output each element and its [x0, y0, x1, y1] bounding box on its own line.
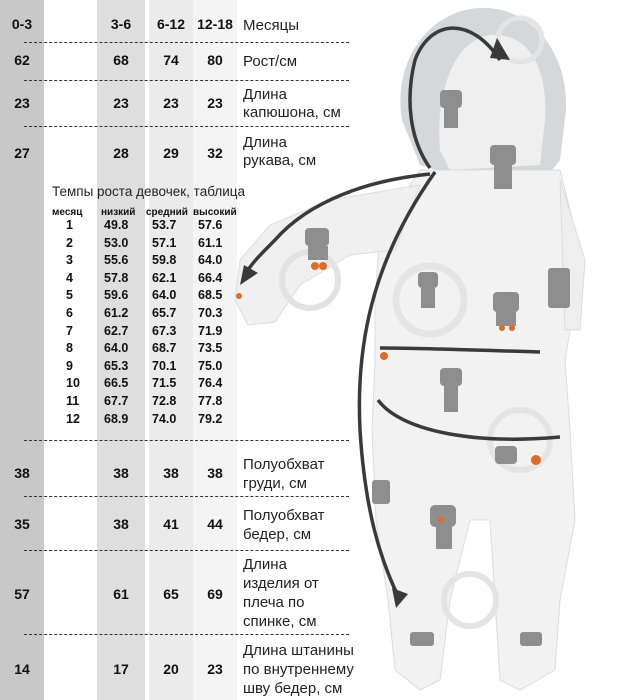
- header-cell-6-12: 6-12: [156, 16, 186, 32]
- hips-cell-2: 38: [113, 516, 129, 532]
- hood-cell-2: 23: [113, 95, 129, 111]
- length-cell-1: 57: [14, 586, 30, 602]
- growth-mid: 62.1: [152, 270, 177, 285]
- sleeve-label-line1: Длина: [243, 134, 287, 151]
- inseam-label-line2: по внутреннему: [243, 661, 354, 678]
- growth-month: 9: [66, 358, 73, 373]
- height-label: Рост/см: [243, 53, 298, 70]
- sleeve-cell-3: 29: [163, 145, 179, 161]
- growth-high: 57.6: [198, 218, 223, 232]
- height-cell-3: 74: [163, 52, 179, 68]
- height-cell-1: 62: [14, 52, 30, 68]
- length-cell-2: 61: [113, 586, 129, 602]
- growth-high: 61.1: [198, 235, 223, 250]
- growth-mid: 72.8: [152, 394, 177, 408]
- growth-month: 2: [66, 235, 73, 250]
- hood-label-line2: капюшона, см: [243, 104, 341, 121]
- header-cell-3-6: 3-6: [110, 16, 132, 32]
- growth-mid: 71.5: [152, 376, 177, 391]
- growth-col-month: месяц: [52, 207, 83, 218]
- growth-high: 64.0: [198, 253, 223, 268]
- length-label-line3: плеча по: [243, 594, 305, 611]
- growth-month: 4: [66, 270, 73, 285]
- growth-month: 7: [66, 323, 73, 338]
- growth-mid: 57.1: [152, 235, 177, 250]
- height-cell-2: 68: [113, 52, 129, 68]
- growth-mid: 67.3: [152, 323, 177, 338]
- growth-col-mid: средний: [146, 207, 188, 218]
- row-divider: [24, 42, 349, 43]
- growth-low: 59.6: [104, 288, 129, 303]
- chest-label-line1: Полуобхват: [243, 456, 325, 473]
- growth-low: 49.8: [104, 218, 129, 232]
- growth-month: 11: [66, 394, 80, 408]
- growth-month: 1: [66, 218, 73, 232]
- growth-mid: 65.7: [152, 306, 177, 320]
- growth-month: 8: [66, 341, 73, 356]
- inseam-label-line1: Длина штанины: [243, 642, 354, 659]
- growth-low: 64.0: [104, 341, 129, 356]
- hood-cell-1: 23: [14, 95, 30, 111]
- chest-label-line2: груди, см: [243, 475, 307, 492]
- header-cell-0-3: 0-3: [11, 16, 33, 32]
- row-divider: [24, 80, 349, 81]
- row-divider: [24, 634, 349, 635]
- growth-high: 71.9: [198, 323, 223, 338]
- growth-month: 3: [66, 253, 73, 268]
- growth-low: 68.9: [104, 411, 129, 426]
- hips-cell-4: 44: [207, 516, 223, 532]
- length-label-line4: спинке, см: [243, 613, 317, 630]
- chest-cell-4: 38: [207, 465, 223, 481]
- growth-low: 62.7: [104, 323, 129, 338]
- growth-low: 61.2: [104, 306, 129, 320]
- growth-mid: 70.1: [152, 358, 177, 373]
- hood-label-line1: Длина: [243, 86, 287, 103]
- inseam-cell-2: 17: [113, 661, 129, 677]
- row-divider: [24, 550, 349, 551]
- growth-high: 70.3: [198, 306, 223, 320]
- inseam-cell-1: 14: [14, 661, 30, 677]
- hood-cell-3: 23: [163, 95, 179, 111]
- hips-cell-1: 35: [14, 516, 30, 532]
- growth-mid: 64.0: [152, 288, 177, 303]
- growth-month: 6: [66, 306, 73, 320]
- growth-low: 55.6: [104, 253, 129, 268]
- chest-cell-2: 38: [113, 465, 129, 481]
- header-cell-12-18: 12-18: [197, 16, 233, 32]
- growth-low: 66.5: [104, 376, 129, 391]
- growth-month: 10: [66, 376, 80, 391]
- growth-table-title: Темпы роста девочек, таблица: [52, 184, 245, 199]
- sleeve-label-line2: рукава, см: [243, 152, 317, 169]
- growth-mid: 59.8: [152, 253, 177, 268]
- header-label: Месяцы: [243, 17, 300, 34]
- growth-mid: 53.7: [152, 218, 177, 232]
- length-label-line2: изделия от: [243, 575, 319, 592]
- growth-col-low: низкий: [101, 207, 136, 218]
- hips-cell-3: 41: [163, 516, 179, 532]
- hips-label-line2: бедер, см: [243, 526, 312, 543]
- height-cell-4: 80: [207, 52, 223, 68]
- growth-low: 67.7: [104, 394, 129, 408]
- length-cell-3: 65: [163, 586, 179, 602]
- length-cell-4: 69: [207, 586, 223, 602]
- length-label-line1: Длина: [243, 556, 287, 573]
- growth-low: 53.0: [104, 235, 129, 250]
- growth-high: 77.8: [198, 394, 223, 408]
- growth-mid: 74.0: [152, 411, 177, 426]
- row-divider: [24, 126, 349, 127]
- growth-mid: 68.7: [152, 341, 177, 356]
- row-divider: [24, 496, 349, 497]
- inseam-cell-3: 20: [163, 661, 179, 677]
- sleeve-cell-4: 32: [207, 145, 223, 161]
- growth-col-high: высокий: [193, 207, 237, 218]
- row-divider: [24, 440, 349, 441]
- growth-month: 5: [66, 288, 73, 303]
- growth-high: 73.5: [198, 341, 223, 356]
- hood-cell-4: 23: [207, 95, 223, 111]
- hips-label-line1: Полуобхват: [243, 507, 325, 524]
- growth-high: 66.4: [198, 270, 223, 285]
- chest-cell-1: 38: [14, 465, 30, 481]
- growth-high: 79.2: [198, 411, 223, 426]
- inseam-cell-4: 23: [207, 661, 223, 677]
- growth-high: 76.4: [198, 376, 223, 391]
- growth-month: 12: [66, 411, 80, 426]
- growth-low: 57.8: [104, 270, 129, 285]
- growth-high: 75.0: [198, 358, 223, 373]
- chest-cell-3: 38: [163, 465, 179, 481]
- sleeve-cell-2: 28: [113, 145, 129, 161]
- sleeve-cell-1: 27: [14, 145, 30, 161]
- inseam-label-line3: шву бедер, см: [243, 680, 343, 697]
- growth-high: 68.5: [198, 288, 223, 303]
- growth-low: 65.3: [104, 358, 129, 373]
